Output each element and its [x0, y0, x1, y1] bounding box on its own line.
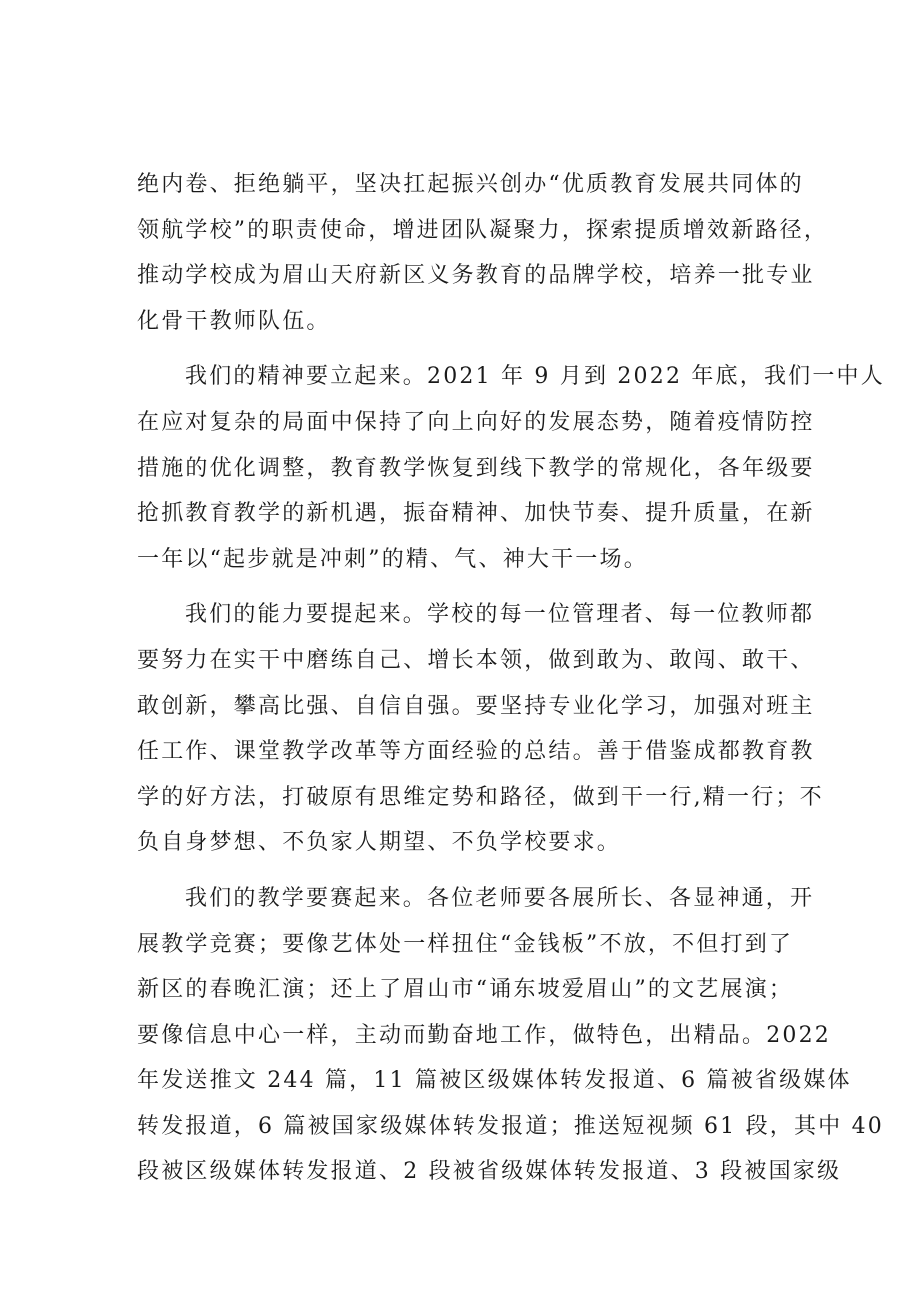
text-line: 措施的优化调整，教育教学恢复到线下教学的常规化，各年级要 — [137, 455, 815, 481]
text-line: 负自身梦想、不负家人期望、不负学校要求。 — [137, 830, 622, 856]
text-line: 在应对复杂的局面中保持了向上向好的发展态势，随着疫情防控 — [137, 409, 815, 435]
paragraph-spirit — [137, 354, 885, 582]
document-body — [137, 162, 885, 1205]
text-line: 新区的春晚汇演；还上了眉山市“诵东坡爱眉山”的文艺展演； — [137, 977, 794, 1003]
text-line: 绝内卷、拒绝躺平，坚决扛起振兴创办“优质教育发展共同体的 — [137, 172, 804, 197]
text-line: 一年以“起步就是冲刺”的精、气、神大干一场。 — [137, 546, 648, 572]
paragraph-continuation — [137, 162, 829, 344]
text-line: 展教学竞赛；要像艺体处一样扭住“金钱板”不放，不但打到了 — [137, 931, 794, 957]
text-line: 领航学校”的职责使命，增进团队凝聚力，探索提质增效新路径， — [137, 217, 829, 243]
text-line: 推动学校成为眉山天府新区义务教育的品牌学校，培养一批专业 — [137, 263, 815, 289]
text-line: 任工作、课堂教学改革等方面经验的总结。善于借鉴成都教育教 — [137, 739, 815, 765]
text-line: 化骨干教师队伍。 — [137, 308, 331, 334]
text-line: 抢抓教育教学的新机遇，振奋精神、加快节奏、提升质量，在新 — [137, 501, 815, 527]
text-line: 年发送推文 244 篇，11 篇被区级媒体转发报道、6 篇被省级媒体 — [137, 1068, 852, 1094]
text-line: 敢创新，攀高比强、自信自强。要坚持专业化学习，加强对班主 — [137, 693, 815, 719]
paragraph-ability — [137, 592, 824, 866]
text-line: 段被区级媒体转发报道、2 段被省级媒体转发报道、3 段被国家级 — [137, 1159, 842, 1185]
text-line: 要像信息中心一样，主动而勤奋地工作，做特色，出精品。2022 — [137, 1022, 831, 1048]
text-line: 我们的精神要立起来。2021 年 9 月到 2022 年底，我们一中人 — [185, 364, 885, 390]
text-line: 学的好方法，打破原有思维定势和路径，做到干一行,精一行；不 — [137, 784, 824, 810]
text-line: 我们的能力要提起来。学校的每一位管理者、每一位教师都 — [185, 602, 815, 628]
text-line: 转发报道，6 篇被国家级媒体转发报道；推送短视频 61 段，其中 40 — [137, 1113, 884, 1139]
paragraph-teaching — [137, 876, 884, 1195]
text-line: 要努力在实干中磨练自己、增长本领，做到敢为、敢闯、敢干、 — [137, 647, 815, 673]
text-line: 我们的教学要赛起来。各位老师要各展所长、各显神通，开 — [185, 885, 815, 911]
